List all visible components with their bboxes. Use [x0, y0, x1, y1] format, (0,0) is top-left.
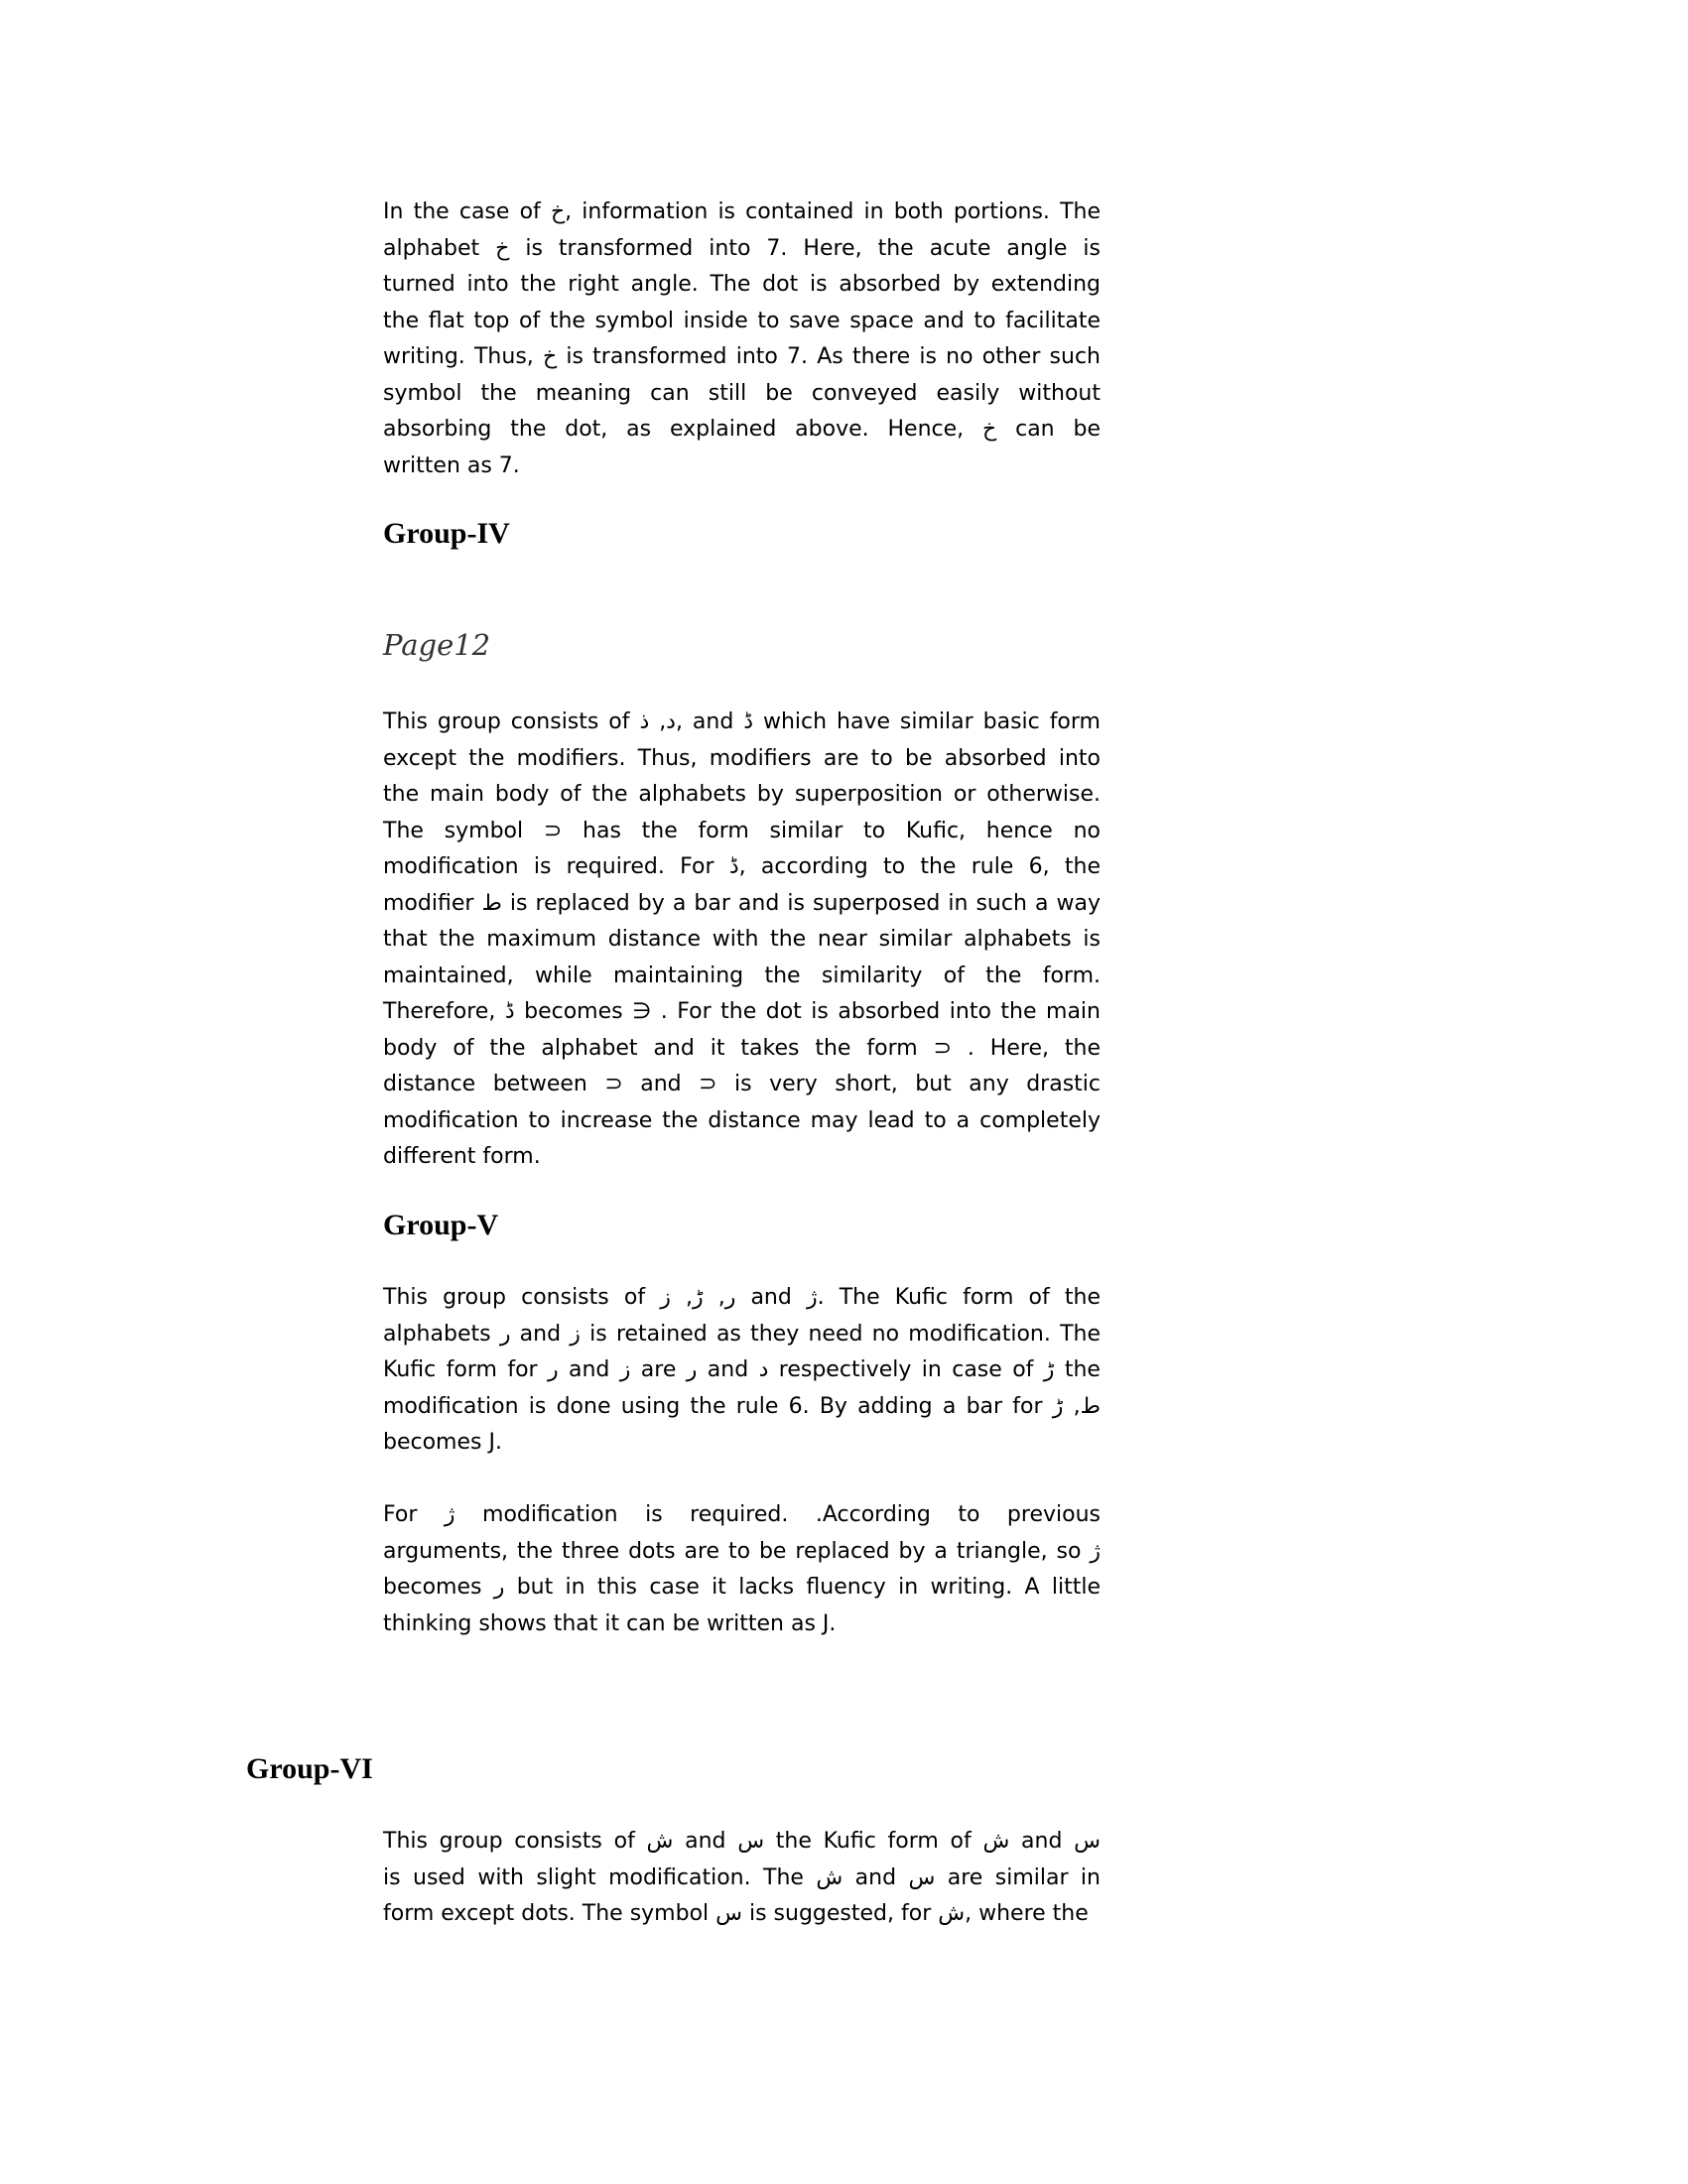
- text-line: For ژ modification is required. .According to previous: [383, 1502, 1101, 1527]
- text-line: modification to increase the distance may lead to a completely: [383, 1107, 1101, 1133]
- paragraph-4: [383, 1497, 1101, 1642]
- text-line: written as 7.: [383, 452, 520, 478]
- paragraph-5: [383, 1824, 1101, 1933]
- heading-group-vi: Group-VI: [246, 1752, 373, 1785]
- text-line: the main body of the alphabets by superposition or otherwise.: [383, 782, 1101, 807]
- text-line: In the case of خ, information is contained in both portions. The: [383, 199, 1101, 224]
- text-line: the flat top of the symbol inside to save space and to facilitate: [383, 308, 1101, 333]
- text-line: body of the alphabet and it takes the form ⊃ . Here, the: [383, 1035, 1101, 1061]
- text-line: different form.: [383, 1144, 541, 1169]
- text-line: Kufic form for ر and ز are ر and د respectively in case of ڑ the: [383, 1357, 1101, 1382]
- paragraph-1: [383, 194, 1101, 484]
- text-line: alphabets ر and ز is retained as they need no modification. The: [383, 1321, 1101, 1347]
- text-line: Therefore, ڈ becomes ∋ . For the dot is absorbed into the main: [383, 999, 1101, 1024]
- text-line: is used with slight modification. The ش and س are similar in: [383, 1864, 1101, 1890]
- text-line: arguments, the three dots are to be replaced by a triangle, so ژ: [383, 1538, 1101, 1564]
- text-line: distance between ⊃ and ⊃ is very short, but any drastic: [383, 1072, 1101, 1096]
- text-line: except the modifiers. Thus, modifiers are to be absorbed into: [383, 745, 1101, 771]
- text-line: absorbing the dot, as explained above. Hence, خ can be: [383, 417, 1101, 442]
- text-line: writing. Thus, خ is transformed into 7. As there is no other such: [383, 344, 1102, 369]
- text-line: This group consists of ر, ڑ, ز and ژ. The Kufic form of the: [383, 1285, 1101, 1310]
- text-line: modification is done using the rule 6. By adding a bar for ط, ڑ: [383, 1393, 1101, 1419]
- text-line: alphabet خ is transformed into 7. Here, the acute angle is: [383, 235, 1102, 261]
- text-line: The symbol ⊃ has the form similar to Kufic, hence no: [383, 818, 1101, 843]
- text-line: maintained, while maintaining the similarity of the form.: [383, 963, 1101, 988]
- heading-group-iv: Group-IV: [383, 517, 510, 550]
- text-line: symbol the meaning can still be conveyed easily without: [383, 380, 1101, 406]
- text-line: modifier ط is replaced by a bar and is superposed in such a way: [383, 890, 1101, 916]
- page-number: Page12: [383, 628, 491, 662]
- text-line: thinking shows that it can be written as J.: [383, 1610, 837, 1636]
- text-line: This group consists of د, ذ, and ڈ which have similar basic form: [383, 709, 1101, 734]
- paragraph-3: [383, 1280, 1101, 1462]
- paragraph-2: [383, 705, 1101, 1176]
- heading-group-v: Group-V: [383, 1209, 499, 1241]
- text-line: that the maximum distance with the near similar alphabets is: [383, 927, 1101, 952]
- text-line: becomes ر but in this case it lacks fluency in writing. A little: [383, 1575, 1101, 1600]
- text-line: This group consists of ش and س the Kufic form of ش and س: [383, 1829, 1101, 1854]
- text-line: becomes J.: [383, 1430, 502, 1455]
- text-line: form except dots. The symbol س is suggested, for ش, where the: [383, 1901, 1089, 1926]
- text-line: turned into the right angle. The dot is absorbed by extending: [383, 272, 1101, 297]
- text-line: modification is required. For ڈ, according to the rule 6, the: [383, 854, 1102, 879]
